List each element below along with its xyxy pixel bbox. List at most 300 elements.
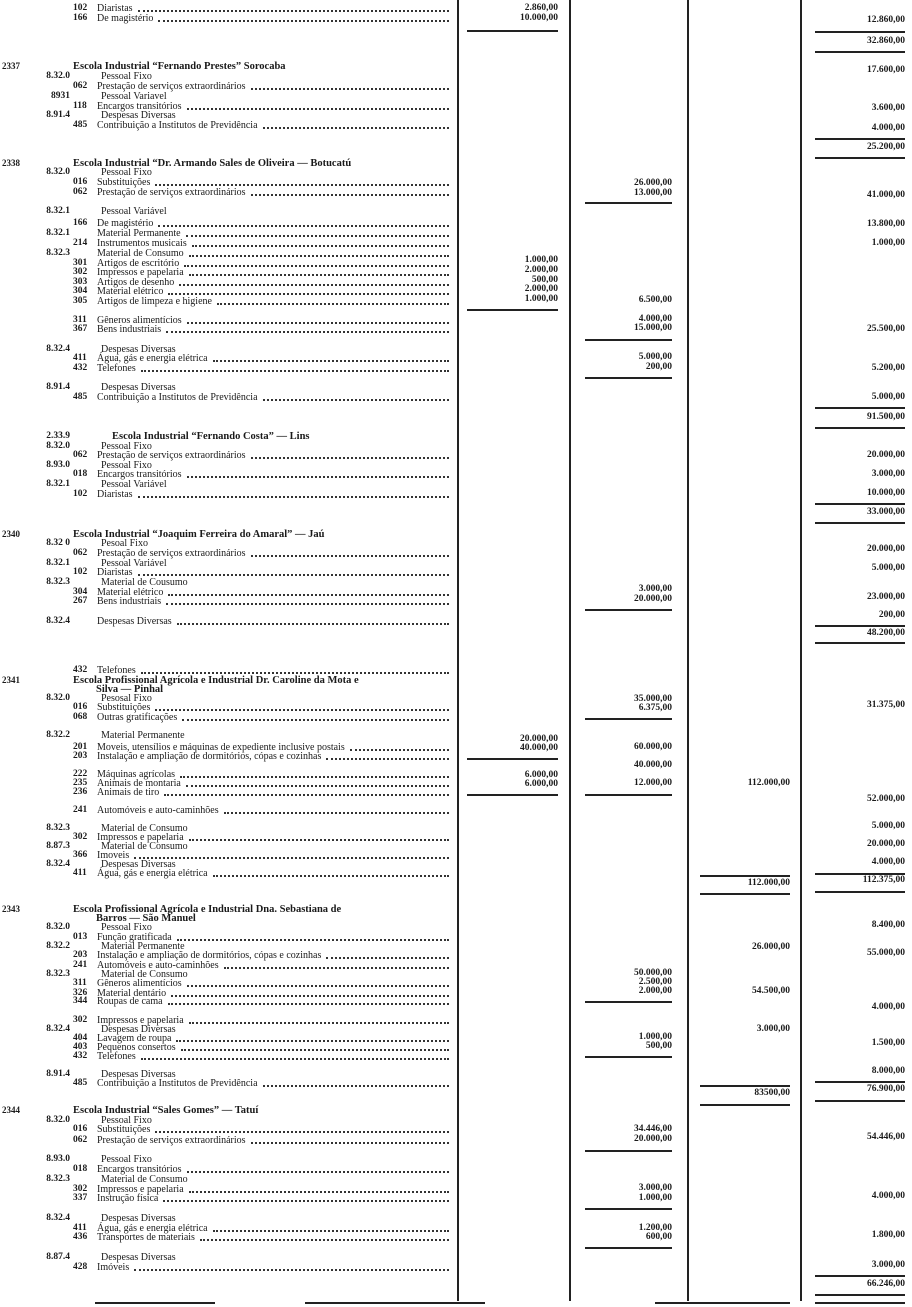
amount-col-3: 26.000,00 xyxy=(752,942,790,952)
classification-code: 8.32.4 xyxy=(46,1024,70,1034)
line-description: Transportes de materiais xyxy=(97,1232,449,1243)
amount-col-4: 20.000,00 xyxy=(867,450,905,460)
line-description: Outras gratificações xyxy=(97,712,449,723)
amount-col-2: 12.000,00 xyxy=(634,778,672,788)
line-description: Diaristas xyxy=(97,567,449,578)
item-number: 485 xyxy=(73,120,88,130)
subtotal-rule xyxy=(585,1150,672,1152)
amount-col-2: 2.500,00 xyxy=(638,977,672,987)
line-description: Substituições xyxy=(97,702,449,713)
line-description: Despesas Diversas xyxy=(101,1213,176,1224)
classification-code: 8.93.0 xyxy=(46,460,70,470)
line-description: Roupas de cama xyxy=(97,996,449,1007)
line-description: Escola Industrial “Fernando Prestes” Sorocaba xyxy=(73,61,286,72)
amount-col-4: 91.500,00 xyxy=(867,412,905,422)
item-number: 241 xyxy=(73,805,88,815)
page-bottom-rule xyxy=(305,1302,485,1304)
subtotal-rule xyxy=(585,1208,672,1210)
line-description: Bens industriais xyxy=(97,324,449,335)
line-description: Escola Industrial “Sales Gomes” — Tatuí xyxy=(73,1105,259,1116)
line-description: Pessoal Fixo xyxy=(101,441,152,452)
amount-col-4: 33.000,00 xyxy=(867,507,905,517)
line-description: Gêneros alimentícios xyxy=(97,315,449,326)
amount-col-2: 4.000,00 xyxy=(638,314,672,324)
item-number: 367 xyxy=(73,324,88,334)
line-description: Encargos transitórios xyxy=(97,1164,449,1175)
item-number: 305 xyxy=(73,296,88,306)
line-description: Pessoal Variavel xyxy=(101,91,167,102)
amount-col-2: 3.000,00 xyxy=(638,584,672,594)
line-description: Material dentário xyxy=(97,988,449,999)
section-code: 2337 xyxy=(2,61,20,71)
amount-col-4: 8.000,00 xyxy=(871,1066,905,1076)
line-description: Prestação de serviços extraordinários xyxy=(97,81,449,92)
subtotal-rule xyxy=(585,1056,672,1058)
line-description: Material de Consumo xyxy=(101,841,188,852)
subtotal-rule xyxy=(467,30,558,32)
amount-col-4: 4.000,00 xyxy=(871,123,905,133)
item-number: 432 xyxy=(73,1051,88,1061)
item-number: 201 xyxy=(73,742,88,752)
amount-col-4: 3.000,00 xyxy=(871,469,905,479)
item-number: 062 xyxy=(73,548,88,558)
line-description: Artigos de limpeza e higiene xyxy=(97,296,449,307)
item-number: 485 xyxy=(73,1078,88,1088)
item-number: 304 xyxy=(73,587,88,597)
amount-col-4: 66.246,00 xyxy=(867,1279,905,1289)
amount-col-1: 500,00 xyxy=(531,275,558,285)
item-number: 166 xyxy=(73,218,88,228)
item-number: 403 xyxy=(73,1042,88,1052)
amount-col-4: 1.000,00 xyxy=(871,238,905,248)
amount-col-2: 13.000,00 xyxy=(634,188,672,198)
item-number: 214 xyxy=(73,238,88,248)
amount-col-2: 6.500,00 xyxy=(638,295,672,305)
item-number: 203 xyxy=(73,751,88,761)
line-description: Escola Industrial “Joaquim Ferreira do Amaral” — Jaú xyxy=(73,529,325,540)
line-description: Animais de montaria xyxy=(97,778,449,789)
subtotal-rule xyxy=(815,642,905,644)
amount-col-4: 1.500,00 xyxy=(871,1038,905,1048)
amount-col-2: 50.000,00 xyxy=(634,968,672,978)
line-description: Gêneros alimentícios xyxy=(97,978,449,989)
classification-code: 8.32.3 xyxy=(46,577,70,587)
line-description: Despesas Diversas xyxy=(101,1024,176,1035)
line-description: Pessoal Fixo xyxy=(101,922,152,933)
column-divider xyxy=(457,0,459,1301)
amount-col-4: 5.000,00 xyxy=(871,392,905,402)
classification-code: 8931 xyxy=(51,91,70,101)
item-number: 018 xyxy=(73,1164,88,1174)
item-number: 062 xyxy=(73,81,88,91)
line-description: Bens industriais xyxy=(97,596,449,607)
line-description: Pessoal Fixo xyxy=(101,460,152,471)
classification-code: 8.32.0 xyxy=(46,167,70,177)
item-number: 344 xyxy=(73,996,88,1006)
item-number: 102 xyxy=(73,489,88,499)
line-description: Artigos de escritório xyxy=(97,258,449,269)
classification-code: 8.32.0 xyxy=(46,693,70,703)
item-number: 068 xyxy=(73,712,88,722)
amount-col-3: 112.000,00 xyxy=(747,778,790,788)
classification-code: 8.32.3 xyxy=(46,248,70,258)
line-description: Material elétrico xyxy=(97,587,449,598)
item-number: 062 xyxy=(73,1135,88,1145)
amount-col-4: 20.000,00 xyxy=(867,839,905,849)
amount-col-4: 12.860,00 xyxy=(867,15,905,25)
classification-code: 8.32.0 xyxy=(46,71,70,81)
amount-col-4: 8.400,00 xyxy=(871,920,905,930)
line-description: Máquinas agrícolas xyxy=(97,769,449,780)
line-description: De magistério xyxy=(97,218,449,229)
section-code: 2340 xyxy=(2,529,20,539)
amount-col-4: 55.000,00 xyxy=(867,948,905,958)
amount-col-2: 15.000,00 xyxy=(634,323,672,333)
column-divider xyxy=(687,0,689,1301)
section-code: 2341 xyxy=(2,675,20,685)
item-number: 267 xyxy=(73,596,88,606)
line-description: Prestação de serviços extraordinários xyxy=(97,450,449,461)
line-description: Contribuição a Institutos de Previdência xyxy=(97,120,449,131)
subtotal-rule xyxy=(585,794,672,796)
item-number: 302 xyxy=(73,1184,88,1194)
line-description: Substituições xyxy=(97,1124,449,1135)
subtotal-rule xyxy=(700,875,790,877)
item-number: 236 xyxy=(73,787,88,797)
amount-col-4: 5.000,00 xyxy=(871,821,905,831)
item-number: 016 xyxy=(73,702,88,712)
line-description: Pessoal Variável xyxy=(101,479,167,490)
classification-code: 8.32.3 xyxy=(46,823,70,833)
amount-col-4: 4.000,00 xyxy=(871,857,905,867)
line-description: Impressos e papelaria xyxy=(97,832,449,843)
line-description: Instalação e ampliação de dormitórios, cópas e cozinhas xyxy=(97,751,449,762)
item-number: 302 xyxy=(73,1015,88,1025)
line-description: Telefones xyxy=(97,1051,449,1062)
amount-col-4: 4.000,00 xyxy=(871,1191,905,1201)
line-description: Material Permanente xyxy=(101,730,185,741)
line-description: Instrução física xyxy=(97,1193,449,1204)
line-description: Função gratificada xyxy=(97,932,449,943)
amount-col-2: 600,00 xyxy=(645,1232,672,1242)
amount-col-2: 3.000,00 xyxy=(638,1183,672,1193)
subtotal-rule xyxy=(700,1104,790,1106)
amount-col-4: 25.200,00 xyxy=(867,142,905,152)
subtotal-rule xyxy=(585,718,672,720)
item-number: 304 xyxy=(73,286,88,296)
subtotal-rule xyxy=(815,427,905,429)
amount-col-1: 10.000,00 xyxy=(520,13,558,23)
item-number: 013 xyxy=(73,932,88,942)
line-description: Despesas Diversas xyxy=(101,382,176,393)
line-description: Material Permanente xyxy=(101,941,185,952)
amount-col-2: 2.000,00 xyxy=(638,986,672,996)
line-description: Pessoal Fixo xyxy=(101,1154,152,1165)
classification-code: 8.32.2 xyxy=(46,941,70,951)
item-number: 404 xyxy=(73,1033,88,1043)
amount-col-1: 40.000,00 xyxy=(520,743,558,753)
classification-code: 8.32.1 xyxy=(46,479,70,489)
line-description: Escola Industrial “Fernando Costa” — Lins xyxy=(112,431,310,442)
amount-col-2: 34.446,00 xyxy=(634,1124,672,1134)
line-description: Imóveis xyxy=(97,1262,449,1273)
line-description: De magistério xyxy=(97,13,449,24)
amount-col-4: 3.600,00 xyxy=(871,103,905,113)
classification-code: 8.32.0 xyxy=(46,441,70,451)
classification-code: 8.32.0 xyxy=(46,1115,70,1125)
amount-col-4: 48.200,00 xyxy=(867,628,905,638)
item-number: 062 xyxy=(73,450,88,460)
item-number: 485 xyxy=(73,392,88,402)
section-code: 2343 xyxy=(2,904,20,914)
amount-col-4: 3.000,00 xyxy=(871,1260,905,1270)
amount-col-4: 31.375,00 xyxy=(867,700,905,710)
line-description: Imoveis xyxy=(97,850,449,861)
amount-col-2: 40.000,00 xyxy=(634,760,672,770)
line-description: Pequenos consertos xyxy=(97,1042,449,1053)
item-number: 311 xyxy=(73,315,87,325)
line-description: Barros — São Manuel xyxy=(96,913,196,924)
amount-col-4: 200,00 xyxy=(878,610,905,620)
page-bottom-rule xyxy=(655,1302,790,1304)
line-description: Impressos e papelaria xyxy=(97,1015,449,1026)
amount-col-4: 20.000,00 xyxy=(867,544,905,554)
amount-col-4: 23.000,00 xyxy=(867,592,905,602)
amount-col-4: 25.500,00 xyxy=(867,324,905,334)
item-number: 436 xyxy=(73,1232,88,1242)
line-description: Prestação de serviços extraordinários xyxy=(97,548,449,559)
item-number: 118 xyxy=(73,101,87,111)
line-description: Automóveis e auto-caminhões xyxy=(97,960,449,971)
subtotal-rule xyxy=(467,309,558,311)
classification-code: 8.32.3 xyxy=(46,969,70,979)
subtotal-rule xyxy=(585,339,672,341)
amount-col-2: 500,00 xyxy=(645,1041,672,1051)
amount-col-2: 20.000,00 xyxy=(634,594,672,604)
amount-col-2: 5.000,00 xyxy=(638,352,672,362)
item-number: 241 xyxy=(73,960,88,970)
amount-col-2: 1.000,00 xyxy=(638,1032,672,1042)
line-description: Contribuição a Institutos de Previdência xyxy=(97,392,449,403)
line-description: Escola Profissional Agrícola e Industrial Dr. Caroline da Mota e xyxy=(73,675,359,686)
amount-col-4: 32.860,00 xyxy=(867,36,905,46)
section-code: 2338 xyxy=(2,158,20,168)
column-divider xyxy=(569,0,571,1301)
line-description: Despesas Diversas xyxy=(97,616,449,627)
subtotal-rule xyxy=(585,1001,672,1003)
subtotal-rule xyxy=(815,407,905,409)
item-number: 016 xyxy=(73,177,88,187)
amount-col-1: 1.000,00 xyxy=(524,294,558,304)
classification-code: 8.32.1 xyxy=(46,206,70,216)
item-number: 432 xyxy=(73,363,88,373)
line-description: Material de Consumo xyxy=(97,248,449,259)
line-description: Pessoal Fixo xyxy=(101,167,152,178)
line-description: Despesas Diversas xyxy=(101,110,176,121)
line-description: Despesas Diversas xyxy=(101,344,176,355)
line-description: Lavagem de roupa xyxy=(97,1033,449,1044)
amount-col-3: 112.000,00 xyxy=(747,878,790,888)
item-number: 016 xyxy=(73,1124,88,1134)
classification-code: 8.32.4 xyxy=(46,1213,70,1223)
amount-col-1: 20.000,00 xyxy=(520,734,558,744)
amount-col-1: 1.000,00 xyxy=(524,255,558,265)
amount-col-1: 2.000,00 xyxy=(524,284,558,294)
classification-code: 8.32.1 xyxy=(46,228,70,238)
line-description: Escola Industrial “Dr. Armando Sales de Oliveira — Botucatú xyxy=(73,158,352,169)
item-number: 203 xyxy=(73,950,88,960)
subtotal-rule xyxy=(815,1081,905,1083)
item-number: 102 xyxy=(73,567,88,577)
line-description: Material Permanente xyxy=(97,228,449,239)
line-description: Água, gás e energia elétrica xyxy=(97,868,449,879)
line-description: Prestação de serviços extraordinários xyxy=(97,1135,449,1146)
classification-code: 8.32.4 xyxy=(46,344,70,354)
item-number: 311 xyxy=(73,978,87,988)
classification-code: 8.32.4 xyxy=(46,859,70,869)
line-description: Pessoal Variável xyxy=(101,206,167,217)
item-number: 303 xyxy=(73,277,88,287)
item-number: 222 xyxy=(73,769,88,779)
subtotal-rule xyxy=(815,51,905,53)
subtotal-rule xyxy=(585,609,672,611)
classification-code: 8.32.3 xyxy=(46,1174,70,1184)
line-description: Prestação de serviços extraordinários xyxy=(97,187,449,198)
item-number: 166 xyxy=(73,13,88,23)
line-description: Pessoal Variável xyxy=(101,558,167,569)
subtotal-rule xyxy=(815,1275,905,1277)
classification-code: 8.87.4 xyxy=(46,1252,70,1262)
classification-code: 8.91.4 xyxy=(46,382,70,392)
amount-col-4: 52.000,00 xyxy=(867,794,905,804)
classification-code: 8.32.2 xyxy=(46,730,70,740)
item-number: 337 xyxy=(73,1193,88,1203)
line-description: Água, gás e energia elétrica xyxy=(97,353,449,364)
item-number: 235 xyxy=(73,778,88,788)
classification-code: 8.91.4 xyxy=(46,110,70,120)
subtotal-rule xyxy=(815,138,905,140)
subtotal-rule xyxy=(815,1294,905,1296)
amount-col-2: 60.000,00 xyxy=(634,742,672,752)
line-description: Material de Cousumo xyxy=(101,577,188,588)
line-description: Pesoal Fixo xyxy=(101,538,148,549)
item-number: 366 xyxy=(73,850,88,860)
line-description: Artigos de desenho xyxy=(97,277,449,288)
item-number: 018 xyxy=(73,469,88,479)
classification-code: 2.33.9 xyxy=(46,431,70,441)
line-description: Escola Profissional Agrícola e Industrial Dna. Sebastiana de xyxy=(73,904,342,915)
amount-col-4: 10.000,00 xyxy=(867,488,905,498)
line-description: Instalação e ampliação de dormitórios, cópas e cozinhas xyxy=(97,950,449,961)
subtotal-rule xyxy=(815,891,905,893)
amount-col-4: 5.200,00 xyxy=(871,363,905,373)
amount-col-4: 76.900,00 xyxy=(867,1084,905,1094)
subtotal-rule xyxy=(467,794,558,796)
amount-col-2: 1.200,00 xyxy=(638,1223,672,1233)
line-description: Material de Consumo xyxy=(101,969,188,980)
subtotal-rule xyxy=(815,31,905,33)
amount-col-4: 5.000,00 xyxy=(871,563,905,573)
subtotal-rule xyxy=(700,1085,790,1087)
item-number: 301 xyxy=(73,258,88,268)
line-description: Telefones xyxy=(97,665,449,676)
item-number: 411 xyxy=(73,868,87,878)
item-number: 302 xyxy=(73,832,88,842)
subtotal-rule xyxy=(467,758,558,760)
subtotal-rule xyxy=(585,377,672,379)
classification-code: 8.32.0 xyxy=(46,922,70,932)
line-description: Impressos e papelaria xyxy=(97,1184,449,1195)
line-description: Animais de tiro xyxy=(97,787,449,798)
amount-col-4: 13.800,00 xyxy=(867,219,905,229)
subtotal-rule xyxy=(815,522,905,524)
amount-col-2: 1.000,00 xyxy=(638,1193,672,1203)
amount-col-4: 112.375,00 xyxy=(862,875,905,885)
item-number: 411 xyxy=(73,353,87,363)
classification-code: 8.32 0 xyxy=(46,538,70,548)
item-number: 102 xyxy=(73,3,88,13)
amount-col-4: 54.446,00 xyxy=(867,1132,905,1142)
line-description: Material elétrico xyxy=(97,286,449,297)
line-description: Automóveis e auto-caminhões xyxy=(97,805,449,816)
line-description: Contribuição a Institutos de Previdência xyxy=(97,1078,449,1089)
line-description: Material de Consumo xyxy=(101,1174,188,1185)
line-description: Silva — Pinhal xyxy=(96,684,164,695)
line-description: Água, gás e energia elétrica xyxy=(97,1223,449,1234)
page-bottom-rule xyxy=(815,1302,905,1304)
item-number: 428 xyxy=(73,1262,88,1272)
subtotal-rule xyxy=(700,893,790,895)
line-description: Diaristas xyxy=(97,3,449,14)
amount-col-2: 200,00 xyxy=(645,362,672,372)
amount-col-1: 6.000,00 xyxy=(524,770,558,780)
amount-col-4: 17.600,00 xyxy=(867,65,905,75)
classification-code: 8.32.4 xyxy=(46,616,70,626)
subtotal-rule xyxy=(585,1247,672,1249)
section-code: 2344 xyxy=(2,1105,20,1115)
subtotal-rule xyxy=(815,503,905,505)
subtotal-rule xyxy=(815,157,905,159)
subtotal-rule xyxy=(815,1100,905,1102)
classification-code: 8.87.3 xyxy=(46,841,70,851)
line-description: Pesosal Fixo xyxy=(101,693,152,704)
line-description: Encargos transitórios xyxy=(97,469,449,480)
amount-col-2: 6.375,00 xyxy=(638,703,672,713)
classification-code: 8.32.1 xyxy=(46,558,70,568)
amount-col-3: 54.500,00 xyxy=(752,986,790,996)
line-description: Substituições xyxy=(97,177,449,188)
amount-col-4: 1.800,00 xyxy=(871,1230,905,1240)
amount-col-4: 41.000,00 xyxy=(867,190,905,200)
item-number: 302 xyxy=(73,267,88,277)
item-number: 326 xyxy=(73,988,88,998)
amount-col-1: 2.000,00 xyxy=(524,265,558,275)
line-description: Pessoal Fixo xyxy=(101,1115,152,1126)
classification-code: 8.91.4 xyxy=(46,1069,70,1079)
item-number: 062 xyxy=(73,187,88,197)
line-description: Material de Consumo xyxy=(101,823,188,834)
classification-code: 8.93.0 xyxy=(46,1154,70,1164)
subtotal-rule xyxy=(815,873,905,875)
item-number: 432 xyxy=(73,665,88,675)
line-description: Instrumentos musicais xyxy=(97,238,449,249)
amount-col-1: 6.000,00 xyxy=(524,779,558,789)
line-description: Despesas Diversas xyxy=(101,1252,176,1263)
page-bottom-rule xyxy=(95,1302,215,1304)
amount-col-3: 3.000,00 xyxy=(756,1024,790,1034)
item-number: 411 xyxy=(73,1223,87,1233)
amount-col-1: 2.860,00 xyxy=(524,3,558,13)
